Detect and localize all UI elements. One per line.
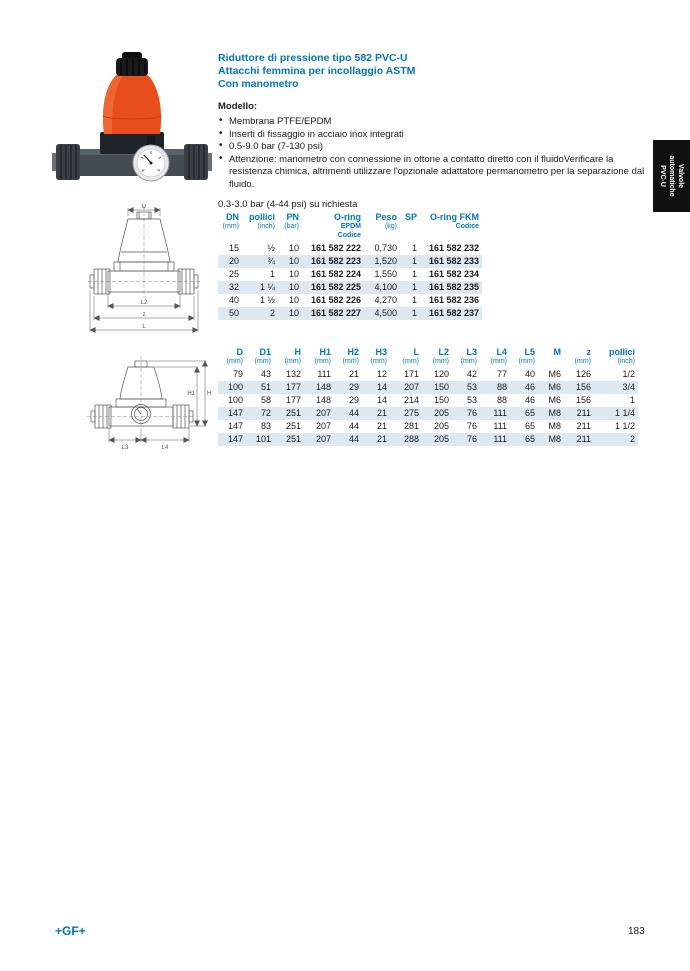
table-cell: 2 bbox=[269, 308, 275, 318]
table-cell: 148 bbox=[315, 395, 331, 405]
table-cell: 148 bbox=[315, 382, 331, 392]
table-row bbox=[218, 294, 482, 307]
table-cell: 1 bbox=[411, 243, 417, 253]
dimension-table-header bbox=[218, 347, 638, 368]
column-header: (kg) bbox=[384, 223, 397, 230]
table-cell: 150 bbox=[433, 395, 449, 405]
column-header: H bbox=[294, 347, 301, 357]
column-header: pollici bbox=[248, 212, 275, 222]
table-cell: 177 bbox=[285, 395, 301, 405]
availability-note: 0.3-3.0 bar (4-44 psi) su richiesta bbox=[218, 199, 358, 210]
list-item bbox=[218, 154, 652, 192]
section-tab-line: automatiche bbox=[668, 155, 675, 197]
column-header: z bbox=[586, 347, 591, 357]
table-cell: 65 bbox=[524, 421, 535, 431]
column-header: (mm) bbox=[370, 358, 387, 365]
order-table-body bbox=[218, 242, 482, 320]
table-cell: 111 bbox=[493, 408, 507, 418]
column-header: H3 bbox=[375, 347, 387, 357]
column-header: (mm) bbox=[574, 358, 591, 365]
page-number: 183 bbox=[628, 926, 645, 937]
table-cell: 44 bbox=[348, 434, 359, 444]
order-table-header bbox=[218, 212, 482, 242]
table-cell: 161 582 234 bbox=[428, 269, 479, 279]
column-header: Codice bbox=[455, 223, 479, 230]
column-header: PN bbox=[286, 212, 299, 222]
list-item-text: Attenzione: manometro con connessione in ottone a contatto diretto con il fluidoVerificare la resistenza chimica, altrimenti utilizzare l'opzionale adattatore permanometro per la separazione dal fluido. bbox=[229, 153, 645, 190]
column-header: (mm) bbox=[402, 358, 419, 365]
table-cell: M8 bbox=[548, 408, 561, 418]
column-header: M bbox=[553, 347, 561, 357]
table-cell: 161 582 227 bbox=[310, 308, 361, 318]
column-header: L4 bbox=[496, 347, 507, 357]
table-cell: 1 bbox=[411, 269, 417, 279]
table-cell: 161 582 232 bbox=[428, 243, 479, 253]
table-row bbox=[218, 307, 482, 320]
list-item-text: Membrana PTFE/EPDM bbox=[229, 116, 332, 127]
column-header bbox=[278, 231, 302, 242]
table-cell: 1 1/2 bbox=[614, 421, 635, 431]
column-header: (mm) bbox=[432, 358, 449, 365]
technical-drawing-top bbox=[88, 204, 203, 352]
dim-label-z: z bbox=[142, 312, 146, 318]
column-header: Peso bbox=[375, 212, 397, 222]
section-tab-line: PVC-U bbox=[659, 165, 666, 187]
table-cell: 42 bbox=[466, 369, 477, 379]
table-cell: 251 bbox=[285, 421, 301, 431]
table-cell: 147 bbox=[227, 421, 243, 431]
dim-label-L3: L3 bbox=[121, 445, 129, 451]
column-header: O-ring FKM bbox=[430, 212, 479, 222]
table-cell: 1 ½ bbox=[259, 295, 275, 305]
table-cell: 156 bbox=[575, 382, 591, 392]
column-header: (mm) bbox=[254, 358, 271, 365]
table-cell: 1 bbox=[629, 395, 635, 405]
table-cell: 29 bbox=[348, 395, 359, 405]
column-header: L3 bbox=[466, 347, 477, 357]
table-cell: 76 bbox=[466, 408, 477, 418]
table-cell: 214 bbox=[403, 395, 419, 405]
column-header: D bbox=[236, 347, 243, 357]
dim-label-L: L bbox=[142, 324, 146, 330]
table-cell: 43 bbox=[260, 369, 271, 379]
table-cell: 10 bbox=[288, 243, 299, 253]
table-cell: 132 bbox=[285, 369, 301, 379]
dimension-table bbox=[218, 347, 638, 446]
table-cell: 4,100 bbox=[374, 282, 397, 292]
table-cell: 46 bbox=[524, 382, 535, 392]
table-cell: 156 bbox=[575, 395, 591, 405]
gf-logo: +GF+ bbox=[55, 924, 86, 938]
column-header: (mm) bbox=[342, 358, 359, 365]
dim-label-L4: L4 bbox=[161, 445, 169, 451]
table-cell: 275 bbox=[403, 408, 419, 418]
list-item bbox=[218, 129, 652, 142]
dim-label-H1: H1 bbox=[187, 391, 195, 397]
page-subtitle-1: Attacchi femmina per incollaggio ASTM bbox=[218, 65, 416, 77]
table-cell: 72 bbox=[260, 408, 271, 418]
column-header bbox=[400, 231, 420, 242]
table-cell: 0,730 bbox=[374, 243, 397, 253]
page-subtitle-2: Con manometro bbox=[218, 78, 299, 90]
list-item-text: 0.5-9.0 bar (7-130 psi) bbox=[229, 141, 323, 152]
table-cell: 10 bbox=[288, 256, 299, 266]
table-cell: 111 bbox=[317, 369, 331, 379]
dim-label-D: D bbox=[141, 204, 147, 210]
table-cell: 111 bbox=[493, 421, 507, 431]
column-header: L5 bbox=[524, 347, 535, 357]
table-cell: 29 bbox=[348, 382, 359, 392]
technical-drawing-front bbox=[85, 356, 215, 471]
table-cell: 100 bbox=[227, 395, 243, 405]
table-cell: 1 bbox=[411, 295, 417, 305]
table-cell: 161 582 233 bbox=[428, 256, 479, 266]
table-cell: 205 bbox=[433, 408, 449, 418]
table-cell: 1,520 bbox=[374, 256, 397, 266]
column-header bbox=[218, 231, 242, 242]
table-cell: 161 582 222 bbox=[310, 243, 361, 253]
table-cell: 10 bbox=[288, 269, 299, 279]
order-table bbox=[218, 212, 482, 320]
table-cell: 207 bbox=[315, 421, 331, 431]
column-header: SP bbox=[404, 212, 417, 222]
table-cell: 101 bbox=[255, 434, 271, 444]
table-cell: 1 1/4 bbox=[614, 408, 635, 418]
table-cell: 21 bbox=[376, 434, 387, 444]
feature-list bbox=[218, 116, 652, 191]
table-cell: 1 bbox=[411, 256, 417, 266]
column-header: H2 bbox=[347, 347, 359, 357]
table-cell: 205 bbox=[433, 421, 449, 431]
column-header: (mm) bbox=[284, 358, 301, 365]
table-cell: 88 bbox=[496, 382, 507, 392]
table-cell: 21 bbox=[376, 421, 387, 431]
table-cell: 53 bbox=[466, 395, 477, 405]
dim-label-H: H bbox=[207, 391, 212, 397]
table-row bbox=[218, 281, 482, 294]
table-cell: 51 bbox=[260, 382, 271, 392]
section-tab bbox=[653, 140, 690, 212]
table-cell: 21 bbox=[376, 408, 387, 418]
page-title: Riduttore di pressione tipo 582 PVC-U bbox=[218, 52, 408, 64]
column-header: H1 bbox=[319, 347, 331, 357]
list-item-text: Inserti di fissaggio in acciaio inox integrati bbox=[229, 128, 404, 140]
table-cell: 288 bbox=[403, 434, 419, 444]
table-cell: 83 bbox=[260, 421, 271, 431]
table-cell: 10 bbox=[288, 295, 299, 305]
table-cell: 53 bbox=[466, 382, 477, 392]
column-header: (mm) bbox=[226, 358, 243, 365]
table-cell: 50 bbox=[228, 308, 239, 318]
product-photo bbox=[52, 50, 212, 198]
column-header: (mm) bbox=[460, 358, 477, 365]
table-cell: 65 bbox=[524, 408, 535, 418]
table-cell: 161 582 224 bbox=[310, 269, 361, 279]
table-cell: 4,270 bbox=[374, 295, 397, 305]
table-cell: 58 bbox=[260, 395, 271, 405]
table-cell: 126 bbox=[575, 369, 591, 379]
column-header: O-ring bbox=[334, 212, 361, 222]
section-tab-label bbox=[653, 140, 690, 212]
table-cell: 2 bbox=[629, 434, 635, 444]
table-row bbox=[218, 420, 638, 433]
table-cell: 12 bbox=[376, 369, 387, 379]
table-cell: 65 bbox=[524, 434, 535, 444]
table-cell: 25 bbox=[228, 269, 239, 279]
table-cell: 177 bbox=[285, 382, 301, 392]
column-header: Codice bbox=[337, 232, 361, 239]
table-cell: 1,550 bbox=[374, 269, 397, 279]
table-cell: 76 bbox=[466, 421, 477, 431]
column-header: L2 bbox=[438, 347, 449, 357]
table-cell: 1 bbox=[269, 269, 275, 279]
column-header bbox=[538, 357, 564, 368]
table-cell: 161 582 235 bbox=[428, 282, 479, 292]
table-cell: 1 ¼ bbox=[259, 282, 275, 292]
model-label: Modello: bbox=[218, 101, 258, 112]
table-cell: 14 bbox=[376, 395, 387, 405]
table-cell: ½ bbox=[267, 243, 275, 253]
column-header: (mm) bbox=[222, 223, 239, 230]
table-cell: 15 bbox=[228, 243, 239, 253]
valve-cap bbox=[116, 52, 148, 76]
table-cell: 40 bbox=[524, 369, 535, 379]
table-cell: 20 bbox=[228, 256, 239, 266]
column-header: (inch) bbox=[617, 358, 635, 365]
dimension-table-body bbox=[218, 368, 638, 446]
table-cell: 77 bbox=[496, 369, 507, 379]
table-cell: 147 bbox=[227, 408, 243, 418]
table-cell: M8 bbox=[548, 421, 561, 431]
table-cell: M8 bbox=[548, 434, 561, 444]
table-cell: 161 582 236 bbox=[428, 295, 479, 305]
column-header: (inch) bbox=[257, 223, 275, 230]
table-cell: 79 bbox=[232, 369, 243, 379]
column-header bbox=[420, 231, 482, 242]
column-header bbox=[400, 222, 420, 231]
table-cell: 111 bbox=[493, 434, 507, 444]
table-cell: 251 bbox=[285, 434, 301, 444]
section-tab-line: Valvole bbox=[677, 163, 684, 189]
table-cell: 44 bbox=[348, 408, 359, 418]
table-cell: 4,500 bbox=[374, 308, 397, 318]
column-header: D1 bbox=[259, 347, 271, 357]
table-cell: 161 582 225 bbox=[310, 282, 361, 292]
column-header: EPDM bbox=[340, 223, 361, 230]
table-cell: 120 bbox=[433, 369, 449, 379]
table-row bbox=[218, 394, 638, 407]
table-cell: 207 bbox=[315, 408, 331, 418]
table-cell: 100 bbox=[227, 382, 243, 392]
table-cell: 21 bbox=[348, 369, 359, 379]
table-cell: 10 bbox=[288, 282, 299, 292]
table-row bbox=[218, 255, 482, 268]
table-cell: 14 bbox=[376, 382, 387, 392]
table-cell: 3/4 bbox=[622, 382, 635, 392]
table-cell: 211 bbox=[576, 434, 591, 444]
table-cell: M6 bbox=[548, 395, 561, 405]
table-row bbox=[218, 381, 638, 394]
table-cell: 281 bbox=[403, 421, 419, 431]
table-cell: 211 bbox=[576, 408, 591, 418]
column-header: DN bbox=[226, 212, 239, 222]
table-cell: 32 bbox=[228, 282, 239, 292]
table-cell: 161 582 226 bbox=[310, 295, 361, 305]
table-cell: 1 bbox=[411, 308, 417, 318]
table-cell: M6 bbox=[548, 382, 561, 392]
list-item bbox=[218, 116, 652, 129]
table-cell: 207 bbox=[403, 382, 419, 392]
column-header bbox=[242, 231, 278, 242]
column-header: L bbox=[413, 347, 419, 357]
column-header: (bar) bbox=[284, 223, 299, 230]
table-cell: 88 bbox=[496, 395, 507, 405]
column-header: pollici bbox=[608, 347, 635, 357]
intro-block bbox=[218, 52, 652, 210]
table-cell: 1/2 bbox=[622, 369, 635, 379]
column-header bbox=[364, 231, 400, 242]
table-cell: 171 bbox=[403, 369, 419, 379]
column-header: (mm) bbox=[518, 358, 535, 365]
table-cell: 44 bbox=[348, 421, 359, 431]
table-cell: 1 bbox=[411, 282, 417, 292]
table-cell: 161 582 237 bbox=[428, 308, 479, 318]
table-row bbox=[218, 368, 638, 381]
table-row bbox=[218, 433, 638, 446]
table-cell: 46 bbox=[524, 395, 535, 405]
list-item bbox=[218, 141, 652, 154]
table-cell: 161 582 223 bbox=[310, 256, 361, 266]
table-cell: ¾ bbox=[267, 256, 275, 266]
dim-label-L2: L2 bbox=[140, 300, 148, 306]
table-cell: 147 bbox=[227, 434, 243, 444]
table-cell: 40 bbox=[228, 295, 239, 305]
column-header: (mm) bbox=[314, 358, 331, 365]
table-cell: 10 bbox=[288, 308, 299, 318]
table-cell: 205 bbox=[433, 434, 449, 444]
table-cell: 207 bbox=[315, 434, 331, 444]
table-row bbox=[218, 407, 638, 420]
table-cell: 76 bbox=[466, 434, 477, 444]
table-cell: 251 bbox=[285, 408, 301, 418]
table-row bbox=[218, 242, 482, 255]
table-cell: 211 bbox=[576, 421, 591, 431]
table-cell: 150 bbox=[433, 382, 449, 392]
column-header: (mm) bbox=[490, 358, 507, 365]
table-cell: M6 bbox=[548, 369, 561, 379]
table-row bbox=[218, 268, 482, 281]
